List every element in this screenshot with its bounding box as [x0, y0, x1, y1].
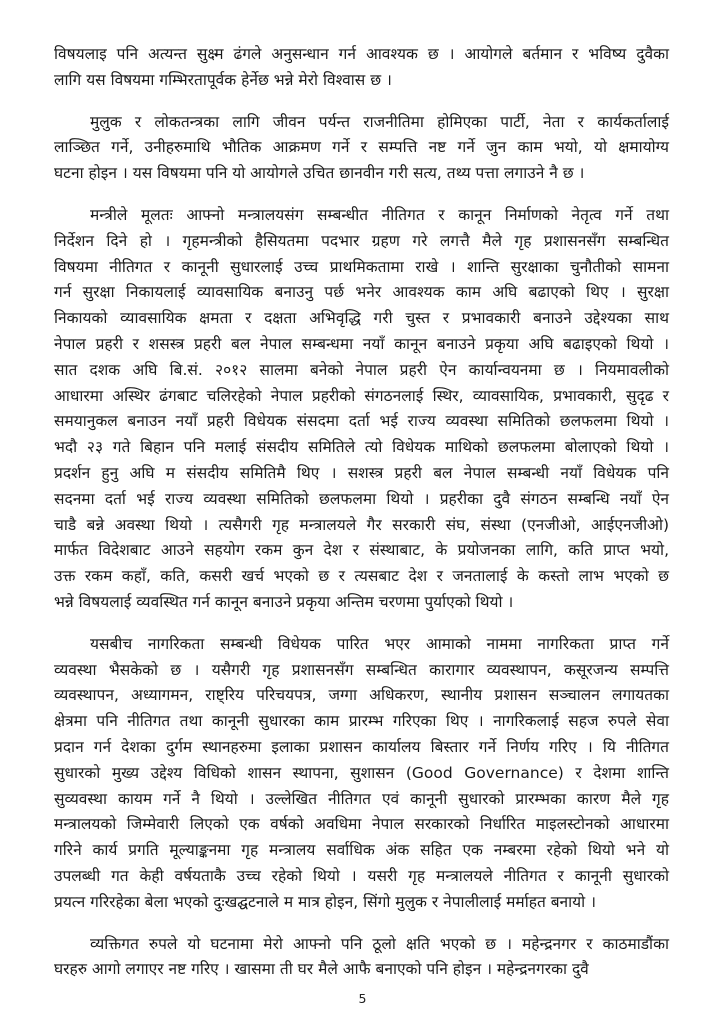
text-line: भन्ने विषयलाई व्यवस्थित गर्न कानून बनाउने प्रकृया अन्तिम चरणमा पुर्याएको थियो ।	[54, 592, 514, 611]
text-line: प्रदर्शन हुनु अघि म संसदीय समितिमै थिए । सशस्त्र प्रहरी बल नेपाल सम्बन्धी नयाँ विधेयक पनि	[54, 463, 669, 482]
text-line: सदनमा दर्ता भई राज्य व्यवस्था समितिको छलफलमा थियो । प्रहरीका दुवै संगठन सम्बन्धि नयाँ ऐन	[54, 489, 669, 508]
paragraph	[54, 203, 669, 616]
text-line: लागि यस विषयमा गम्भिरतापूर्वक हेर्नेछ भन्ने मेरो विश्वास छ ।	[54, 70, 392, 89]
text-line: लाञ्छित गर्ने, उनीहरुमाथि भौतिक आक्रमण गर्ने र सम्पत्ति नष्ट गर्ने जुन काम भयो, यो क्षमायोग्य	[54, 138, 669, 157]
paragraph	[54, 110, 669, 187]
text-line: निर्देशन दिने हो । गृहमन्त्रीको हैसियतमा पदभार ग्रहण गरे लगत्तै मैले गृह प्रशासनसँग सम्बन्धित	[54, 231, 669, 250]
text-line: प्रदान गर्न देशका दुर्गम स्थानहरुमा इलाका प्रशासन कार्यालय बिस्तार गर्ने निर्णय गरिए । यि नीतिगत	[54, 737, 669, 756]
text-line: चाडै बन्ने अवस्था थियो । त्यसैगरी गृह मन्त्रालयले गैर सरकारी संघ, संस्था (एनजीओ, आईएनजीओ)	[54, 515, 669, 534]
text-line: आधारमा अस्थिर ढंगबाट चलिरहेको नेपाल प्रहरीको संगठनलाई स्थिर, व्यावसायिक, प्रभावकारी, सुदृढ र	[54, 386, 669, 405]
text-line: सात दशक अघि बि.सं. २०१२ सालमा बनेको नेपाल प्रहरी ऐन कार्यान्वयनमा छ । नियमावलीको	[54, 360, 669, 379]
text-line: मन्त्रीले मूलतः आफ्नो मन्त्रालयसंग सम्बन्धीत नीतिगत र कानून निर्माणको नेतृत्व गर्ने तथा	[90, 205, 669, 224]
text-line: प्रयत्न गरिरहेका बेला भएको दुःखद्घटनाले म मात्र होइन, सिंगो मुलुक र नेपालीलाई मर्माहत बनायो ।	[54, 892, 596, 911]
text-line: उपलब्धी गत केही वर्षयताकै उच्च रहेको थियो । यसरी गृह मन्त्रालयले नीतिगत र कानूनी सुधारको	[54, 866, 669, 885]
text-line: घरहरु आगो लगाएर नष्ट गरिए । खासमा ती घर मैले आफै बनाएको पनि होइन । महेन्द्रनगरका दुवै	[54, 960, 589, 979]
text-line: उक्त रकम कहाँ, कति, कसरी खर्च भएको छ र त्यसबाट देश र जनतालाई के कस्तो लाभ भएको छ	[54, 567, 669, 586]
text-line: व्यवस्था भैसकेको छ । यसैगरी गृह प्रशासनसँग सम्बन्धित कारागार व्यवस्थापन, कसूरजन्य सम्पत्ति	[54, 660, 669, 679]
text-line: व्यक्तिगत रुपले यो घटनामा मेरो आफ्नो पनि ठूलो क्षति भएको छ । महेन्द्रनगर र काठमाडौंका	[90, 934, 669, 953]
text-line: नेपाल प्रहरी र शसस्त्र प्रहरी बल नेपाल सम्बन्धमा नयाँ कानून बनाउने प्रकृया अघि बढाइएको थियो ।	[54, 334, 669, 353]
text-line: क्षेत्रमा पनि नीतिगत तथा कानूनी सुधारका काम प्रारम्भ गरिएका थिए । नागरिकलाई सहज रुपले सेवा	[54, 712, 669, 731]
text-line: व्यवस्थापन, अध्यागमन, राष्ट्रिय परिचयपत्र, जग्गा अधिकरण, स्थानीय प्रशासन सञ्चालन लगायतका	[54, 686, 669, 705]
text-line: गर्न सुरक्षा निकायलाई व्यावसायिक बनाउनु पर्छ भनेर आवश्यक काम अघि बढाएको थिए । सुरक्षा	[54, 283, 669, 302]
text-line: सुधारको मुख्य उद्देश्य विधिको शासन स्थापना, सुशासन (Good Governance) र देशमा शान्ति	[54, 763, 669, 782]
text-line: घटना होइन । यस विषयमा पनि यो आयोगले उचित छानवीन गरी सत्य, तथ्य पत्ता लगाउने नै छ ।	[54, 164, 585, 183]
text-line: यसबीच नागरिकता सम्बन्धी विधेयक पारित भएर आमाको नाममा नागरिकता प्राप्त गर्ने	[90, 634, 669, 653]
text-line: भदौ २३ गते बिहान पनि मलाई संसदीय समितिले त्यो विधेयक माथिको छलफलमा बोलाएको थियो ।	[54, 438, 669, 457]
page-number: 5	[358, 991, 367, 1006]
paragraph	[54, 632, 669, 916]
text-line: समयानुकल बनाउन नयाँ प्रहरी विधेयक संसदमा दर्ता भई राज्य व्यवस्था समितिको छलफलमा थियो ।	[54, 412, 669, 431]
paragraph	[54, 42, 669, 94]
text-line: विषयमा नीतिगत र कानूनी सुधारलाई उच्च प्राथमिकतामा राखे । शान्ति सुरक्षाका चुनौतीको सामना	[54, 257, 669, 276]
text-line: मन्त्रालयको जिम्मेवारी लिएको एक वर्षको अवधिमा नेपाल सरकारको निर्धारित माइलस्टोनको आधारमा	[54, 815, 669, 834]
text-line: निकायको व्यावसायिक क्षमता र दक्षता अभिवृद्धि गरी चुस्त र प्रभावकारी बनाउने उद्देश्यका साथ	[54, 309, 669, 328]
text-line: विषयलाइ पनि अत्यन्त सुक्ष्म ढंगले अनुसन्धान गर्न आवश्यक छ । आयोगले बर्तमान र भविष्य दुवैका	[54, 45, 669, 63]
document-body	[54, 42, 669, 999]
text-line: गरिने कार्य प्रगति मूल्याङ्कनमा गृह मन्त्रालय सर्वाधिक अंक सहित एक नम्बरमा रहेको थियो भने यो	[54, 841, 669, 860]
text-line: सुव्यवस्था कायम गर्ने नै थियो । उल्लेखित नीतिगत एवं कानूनी सुधारको प्रारम्भका कारण मैले गृह	[54, 789, 669, 808]
paragraph	[54, 932, 669, 984]
text-line: मार्फत विदेशबाट आउने सहयोग रकम कुन देश र संस्थाबाट, के प्रयोजनका लागि, कति प्राप्त भयो,	[54, 541, 669, 560]
text-line: मुलुक र लोकतन्त्रका लागि जीवन पर्यन्त राजनीतिमा होमिएका पार्टी, नेता र कार्यकर्तालाई	[90, 112, 669, 131]
